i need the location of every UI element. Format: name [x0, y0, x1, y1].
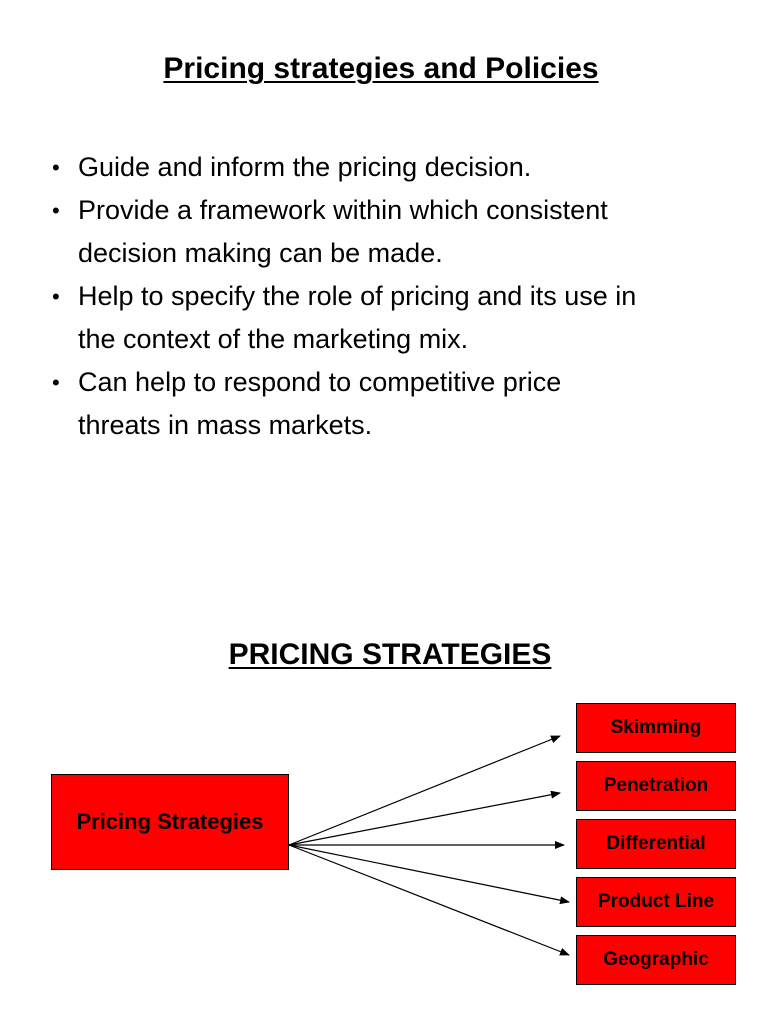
product-line-label: Product Line — [597, 891, 715, 912]
differential-box — [576, 819, 736, 869]
differential-label: Differential — [606, 833, 706, 854]
pricing-strategies-label: Pricing Strategies — [76, 809, 264, 834]
arrow-to-penetration — [289, 793, 560, 845]
bullet-icon: • — [52, 155, 60, 180]
arrow-to-product-line — [289, 845, 569, 902]
geographic-box — [576, 935, 736, 985]
skimming-label: Skimming — [610, 717, 702, 738]
bullet-text: Provide a framework within which consistent decision making can be made. — [78, 195, 608, 268]
arrow-to-skimming — [289, 736, 560, 845]
bullet-text: Can help to respond to competitive price threats in mass markets. — [78, 367, 562, 440]
bullet-icon: • — [52, 198, 60, 223]
page-title: Pricing strategies and Policies — [163, 52, 599, 85]
penetration-box — [576, 761, 736, 811]
geographic-label: Geographic — [603, 949, 709, 970]
bullet-text: Help to specify the role of pricing and its use in the context of the marketing mix. — [78, 281, 637, 354]
penetration-label: Penetration — [603, 775, 709, 796]
bullet-icon: • — [52, 370, 60, 395]
pricing-strategies-box — [51, 774, 289, 870]
bullet-icon: • — [52, 284, 60, 309]
skimming-box — [576, 703, 736, 753]
bullet-text: Guide and inform the pricing decision. — [78, 152, 532, 182]
arrow-to-geographic — [289, 845, 569, 955]
section-title: PRICING STRATEGIES — [228, 638, 552, 671]
product-line-box — [576, 877, 736, 927]
